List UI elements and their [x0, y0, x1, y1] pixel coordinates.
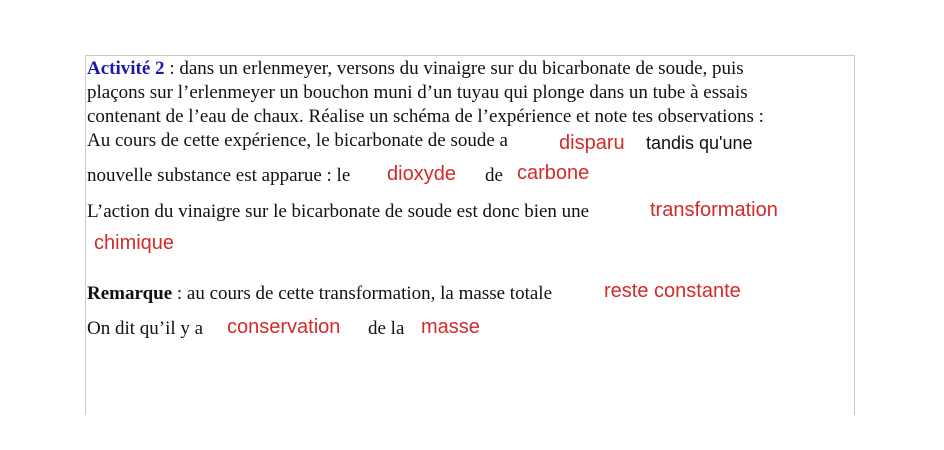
answer-conservation: conservation — [227, 316, 341, 338]
answer-transformation: transformation — [650, 199, 778, 221]
answer-masse: masse — [421, 316, 480, 338]
answer-reste-constante: reste constante — [604, 280, 741, 302]
remark-line-conservation: On dit qu’il y a — [87, 318, 204, 339]
activity-line-3: contenant de l’eau de chaux. Réalise un schéma de l’expérience et note tes observations : — [87, 106, 764, 127]
remark-title: Remarque — [87, 283, 173, 304]
text-tandis: tandis qu'une — [646, 133, 753, 153]
answer-chimique: chimique — [94, 232, 175, 254]
observation-line-nouvelle: nouvelle substance est apparue : le — [87, 165, 351, 186]
text-de-la: de la — [368, 318, 405, 339]
remark-line — [87, 284, 552, 303]
activity-title: Activité 2 — [87, 58, 165, 79]
text-de: de — [485, 165, 503, 186]
activity-line-1 — [87, 59, 744, 78]
activity-intro: : dans un erlenmeyer, versons du vinaigre sur du bicarbonate de soude, puis — [164, 58, 744, 79]
answer-dioxyde: dioxyde — [387, 163, 456, 185]
activity-line-4: Au cours de cette expérience, le bicarbonate de soude a — [87, 130, 508, 151]
answer-disparu: disparu — [559, 132, 625, 154]
observation-line-action: L’action du vinaigre sur le bicarbonate de soude est donc bien une — [87, 201, 590, 222]
activity-line-2: plaçons sur l’erlenmeyer un bouchon muni d’un tuyau qui plonge dans un tube à essais — [87, 82, 748, 103]
remark-text: : au cours de cette transformation, la masse totale — [172, 283, 553, 304]
answer-carbone: carbone — [517, 162, 590, 184]
